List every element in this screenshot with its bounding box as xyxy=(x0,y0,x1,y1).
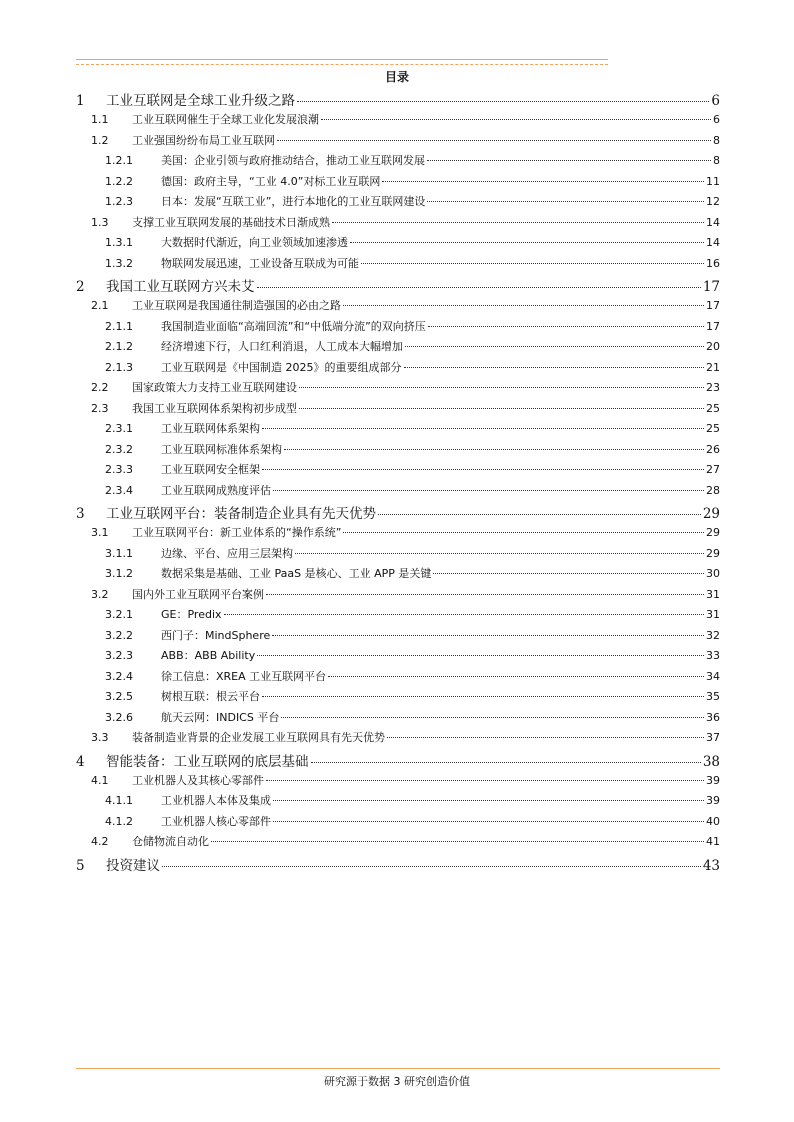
toc-entry[interactable] xyxy=(76,420,720,441)
toc-entry[interactable] xyxy=(76,132,720,153)
toc-entry-title: 工业机器人本体及集成 xyxy=(161,794,271,807)
toc-entry[interactable] xyxy=(76,359,720,380)
toc-entry-number: 3.3 xyxy=(91,731,109,744)
toc-entry-number: 2.1.1 xyxy=(105,319,133,333)
toc-entry[interactable] xyxy=(76,854,720,876)
toc-entry-title: 我国制造业面临“高端回流”和“中低端分流”的双向挤压 xyxy=(161,319,426,333)
toc-entry-page: 35 xyxy=(706,690,720,703)
toc-entry-title: 树根互联：根云平台 xyxy=(161,690,260,703)
header-rule xyxy=(76,59,608,60)
toc-entry-number: 1.2.1 xyxy=(105,154,133,167)
toc-entry-number: 3.1.2 xyxy=(105,567,133,580)
toc-entry-title: 仓储物流自动化 xyxy=(132,835,209,848)
toc-entry[interactable] xyxy=(76,318,720,339)
toc-entry-title: 徐工信息：XREA 工业互联网平台 xyxy=(161,669,327,683)
toc-entry-page: 14 xyxy=(706,236,720,249)
toc-entry[interactable] xyxy=(76,234,720,255)
dot-leader xyxy=(284,449,704,450)
toc-entry-page: 12 xyxy=(706,195,720,208)
toc-entry[interactable] xyxy=(76,627,720,648)
toc-entry-number: 3.2.1 xyxy=(105,608,133,621)
toc-entry-page: 17 xyxy=(706,319,720,333)
toc-entry-page: 17 xyxy=(702,279,720,295)
toc-entry-number: 2.3.4 xyxy=(105,483,133,497)
toc-entry-number: 2.3 xyxy=(91,401,109,415)
toc-entry-page: 27 xyxy=(706,463,720,476)
toc-entry-title: 物联网发展迅速，工业设备互联成为可能 xyxy=(161,256,359,270)
toc-entry-title: 数据采集是基础、工业 PaaS 是核心、工业 APP 是关键 xyxy=(161,567,432,580)
toc-entry-number: 4 xyxy=(76,753,85,770)
toc-entry[interactable] xyxy=(76,482,720,503)
toc-entry-page: 20 xyxy=(706,340,720,353)
toc-entry-page: 14 xyxy=(706,215,720,229)
dot-leader xyxy=(162,866,701,867)
toc-entry[interactable] xyxy=(76,400,720,421)
dot-leader xyxy=(404,367,705,368)
toc-entry[interactable] xyxy=(76,338,720,359)
toc-entry-page: 8 xyxy=(713,133,720,147)
dot-leader xyxy=(273,490,704,491)
toc-entry-number: 2.1 xyxy=(91,299,109,312)
toc-entry-page: 26 xyxy=(706,442,720,456)
dot-leader xyxy=(281,717,704,718)
toc-entry-number: 3.2 xyxy=(91,587,109,601)
toc-entry-title: 西门子：MindSphere xyxy=(161,628,271,642)
toc-entry-title: 工业机器人及其核心零部件 xyxy=(132,773,264,787)
toc-entry-title: 工业互联网成熟度评估 xyxy=(161,483,271,497)
toc-entry-title: 装备制造业背景的企业发展工业互联网具有先天优势 xyxy=(132,731,385,744)
toc-entry-number: 1.2.2 xyxy=(105,174,133,188)
toc-entry[interactable] xyxy=(76,461,720,482)
toc-entry-page: 25 xyxy=(706,422,720,435)
toc-entry[interactable] xyxy=(76,565,720,586)
dot-leader xyxy=(273,821,704,822)
toc-entry-title: 大数据时代渐近，向工业领域加速渗透 xyxy=(161,236,348,249)
dot-leader xyxy=(350,242,704,243)
dot-leader xyxy=(428,326,704,327)
toc-entry-page: 6 xyxy=(711,93,720,109)
toc-entry[interactable] xyxy=(76,111,720,132)
toc-entry[interactable] xyxy=(76,297,720,318)
toc-entry-title: 工业互联网是我国通往制造强国的必由之路 xyxy=(132,299,341,312)
toc-entry-title: 工业互联网安全框架 xyxy=(161,463,260,476)
toc-entry-page: 6 xyxy=(713,113,720,126)
toc-entry[interactable] xyxy=(76,647,720,668)
dot-leader xyxy=(433,573,704,574)
toc-entry[interactable] xyxy=(76,152,720,173)
toc-entry-number: 3.2.5 xyxy=(105,690,133,703)
toc-entry-page: 31 xyxy=(706,587,720,601)
toc-entry[interactable] xyxy=(76,750,720,772)
toc-entry-number: 3.1.1 xyxy=(105,546,133,560)
toc-entry-number: 4.1 xyxy=(91,773,109,787)
dot-leader xyxy=(257,287,701,288)
toc-entry-number: 4.1.2 xyxy=(105,814,133,828)
toc-entry-title: 国内外工业互联网平台案例 xyxy=(132,587,264,601)
dot-leader xyxy=(262,469,704,470)
toc-entry-title: 我国工业互联网方兴未艾 xyxy=(106,279,255,295)
toc-entry[interactable] xyxy=(76,709,720,730)
dot-leader xyxy=(224,614,704,615)
toc-entry[interactable] xyxy=(76,833,720,854)
toc-entry-page: 30 xyxy=(706,567,720,580)
toc-entry-title: 航天云网：INDICS 平台 xyxy=(161,710,280,724)
footer-text: 研究源于数据 3 研究创造价值 xyxy=(324,1075,470,1088)
toc-entry-number: 4.2 xyxy=(91,835,109,848)
toc-entry-number: 1.3 xyxy=(91,215,109,229)
toc-entry-number: 1.2.3 xyxy=(105,195,133,208)
toc-entry[interactable] xyxy=(76,502,720,524)
toc-entry-page: 41 xyxy=(706,835,720,848)
toc-entry-page: 17 xyxy=(706,299,720,312)
toc-entry[interactable] xyxy=(76,688,720,709)
toc-entry[interactable] xyxy=(76,193,720,214)
toc-entry[interactable] xyxy=(76,772,720,793)
toc-entry-number: 4.1.1 xyxy=(105,794,133,807)
toc-entry[interactable] xyxy=(76,668,720,689)
dot-leader xyxy=(361,263,704,264)
dot-leader xyxy=(277,140,711,141)
toc-entry[interactable] xyxy=(76,89,720,111)
toc-entry-page: 39 xyxy=(706,794,720,807)
toc-entry-page: 23 xyxy=(706,381,720,394)
toc-entry-title: 工业互联网是全球工业升级之路 xyxy=(106,93,295,109)
toc-entry[interactable] xyxy=(76,173,720,194)
toc-entry-number: 2.3.3 xyxy=(105,463,133,476)
dot-leader xyxy=(262,428,704,429)
dot-leader xyxy=(343,532,704,533)
toc-entry-page: 29 xyxy=(706,526,720,539)
toc-entry-page: 25 xyxy=(706,401,720,415)
toc-entry-number: 1.1 xyxy=(91,113,109,126)
toc-entry-title: 工业互联网标准体系架构 xyxy=(161,442,282,456)
dot-leader xyxy=(272,635,704,636)
toc-entry-title: 工业机器人核心零部件 xyxy=(161,814,271,828)
toc-entry[interactable] xyxy=(76,792,720,813)
toc-entry-page: 38 xyxy=(702,753,720,770)
dot-leader xyxy=(387,737,704,738)
dot-leader xyxy=(378,514,701,515)
toc-entry-title: 德国：政府主导，“工业 4.0”对标工业互联网 xyxy=(161,174,381,188)
toc-entry-title: 工业互联网是《中国制造 2025》的重要组成部分 xyxy=(161,360,402,374)
dot-leader xyxy=(295,553,704,554)
dot-leader xyxy=(343,305,704,306)
dot-leader xyxy=(266,594,704,595)
footer-rule xyxy=(76,1068,720,1069)
toc-entry-number: 1 xyxy=(76,93,85,109)
toc-entry-page: 33 xyxy=(706,649,720,662)
toc-entry-page: 11 xyxy=(706,174,720,188)
toc-entry-number: 1.3.2 xyxy=(105,256,133,270)
toc-entry-page: 28 xyxy=(706,483,720,497)
dot-leader xyxy=(211,841,704,842)
toc-entry-number: 2.3.2 xyxy=(105,442,133,456)
toc-entry-page: 29 xyxy=(706,546,720,560)
toc-entry-number: 3.2.6 xyxy=(105,710,133,724)
toc-entry-title: 工业互联网催生于全球工业化发展浪潮 xyxy=(132,113,319,126)
toc-entry-number: 3.1 xyxy=(91,526,109,539)
toc-entry-title: 智能装备：工业互联网的底层基础 xyxy=(106,753,309,770)
toc-entry-number: 2.3.1 xyxy=(105,422,133,435)
dot-leader xyxy=(299,408,704,409)
toc-entry-page: 31 xyxy=(706,608,720,621)
dot-leader xyxy=(311,762,701,763)
dot-leader xyxy=(273,800,704,801)
toc-entry-page: 37 xyxy=(706,731,720,744)
toc-entry-page: 16 xyxy=(706,256,720,270)
dot-leader xyxy=(257,655,704,656)
dot-leader xyxy=(328,676,704,677)
toc-entry-page: 39 xyxy=(706,773,720,787)
toc-entry[interactable] xyxy=(76,255,720,276)
toc-entry[interactable] xyxy=(76,586,720,607)
dot-leader xyxy=(266,780,704,781)
dot-leader xyxy=(262,696,704,697)
toc-entry-number: 3 xyxy=(76,506,85,522)
toc-entry-title: 经济增速下行，人口红利消退，人工成本大幅增加 xyxy=(161,340,403,353)
toc-entry-title: 我国工业互联网体系架构初步成型 xyxy=(132,401,297,415)
dot-leader xyxy=(382,181,704,182)
toc-entry-page: 40 xyxy=(706,814,720,828)
toc-entry-page: 29 xyxy=(702,506,720,522)
toc-entry-page: 36 xyxy=(706,710,720,724)
toc-entry-number: 3.2.4 xyxy=(105,669,133,683)
toc-entry-number: 1.2 xyxy=(91,133,109,147)
toc-entry[interactable] xyxy=(76,729,720,750)
dot-leader xyxy=(332,222,704,223)
toc-entry-title: 边缘、平台、应用三层架构 xyxy=(161,546,293,560)
toc-entry-title: 工业互联网体系架构 xyxy=(161,422,260,435)
header-rule-dashed xyxy=(76,64,608,65)
toc-entry-number: 5 xyxy=(76,857,85,874)
dot-leader xyxy=(297,101,709,102)
toc-entry[interactable] xyxy=(76,214,720,235)
dot-leader xyxy=(321,119,711,120)
toc-entry-title: 日本：发展“互联工业”，进行本地化的工业互联网建设 xyxy=(161,195,426,208)
toc-entry-number: 1.3.1 xyxy=(105,236,133,249)
toc-entry-number: 3.2.3 xyxy=(105,649,133,662)
dot-leader xyxy=(299,387,704,388)
toc-entry-page: 43 xyxy=(702,857,720,874)
toc-entry-title: 美国：企业引领与政府推动结合，推动工业互联网发展 xyxy=(161,154,425,167)
toc-entry-title: 支撑工业互联网发展的基础技术日渐成熟 xyxy=(132,215,330,229)
table-of-contents xyxy=(76,89,720,876)
toc-entry-title: 工业互联网平台：装备制造企业具有先天优势 xyxy=(106,506,376,522)
toc-entry[interactable] xyxy=(76,275,720,297)
toc-entry-page: 34 xyxy=(706,669,720,683)
toc-entry[interactable] xyxy=(76,545,720,566)
toc-entry-page: 32 xyxy=(706,628,720,642)
dot-leader xyxy=(405,346,704,347)
toc-entry-number: 2.1.3 xyxy=(105,360,133,374)
toc-entry-number: 2.2 xyxy=(91,381,109,394)
toc-entry-number: 3.2.2 xyxy=(105,628,133,642)
toc-entry-title: 工业互联网平台：新工业体系的“操作系统” xyxy=(132,526,342,539)
toc-entry[interactable] xyxy=(76,441,720,462)
toc-entry-number: 2.1.2 xyxy=(105,340,133,353)
toc-entry[interactable] xyxy=(76,379,720,400)
dot-leader xyxy=(427,160,711,161)
toc-entry[interactable] xyxy=(76,606,720,627)
dot-leader xyxy=(427,201,704,202)
toc-entry-number: 2 xyxy=(76,279,85,295)
toc-entry-title: 工业强国纷纷布局工业互联网 xyxy=(132,133,275,147)
toc-entry-page: 21 xyxy=(706,360,720,374)
page-title: 目录 xyxy=(384,70,409,84)
toc-entry-title: 国家政策大力支持工业互联网建设 xyxy=(132,381,297,394)
toc-entry-title: ABB：ABB Ability xyxy=(161,649,256,662)
toc-entry-title: GE：Predix xyxy=(161,608,222,621)
toc-entry-page: 8 xyxy=(713,154,720,167)
toc-entry-title: 投资建议 xyxy=(106,857,160,874)
toc-entry[interactable] xyxy=(76,813,720,834)
toc-entry[interactable] xyxy=(76,524,720,545)
